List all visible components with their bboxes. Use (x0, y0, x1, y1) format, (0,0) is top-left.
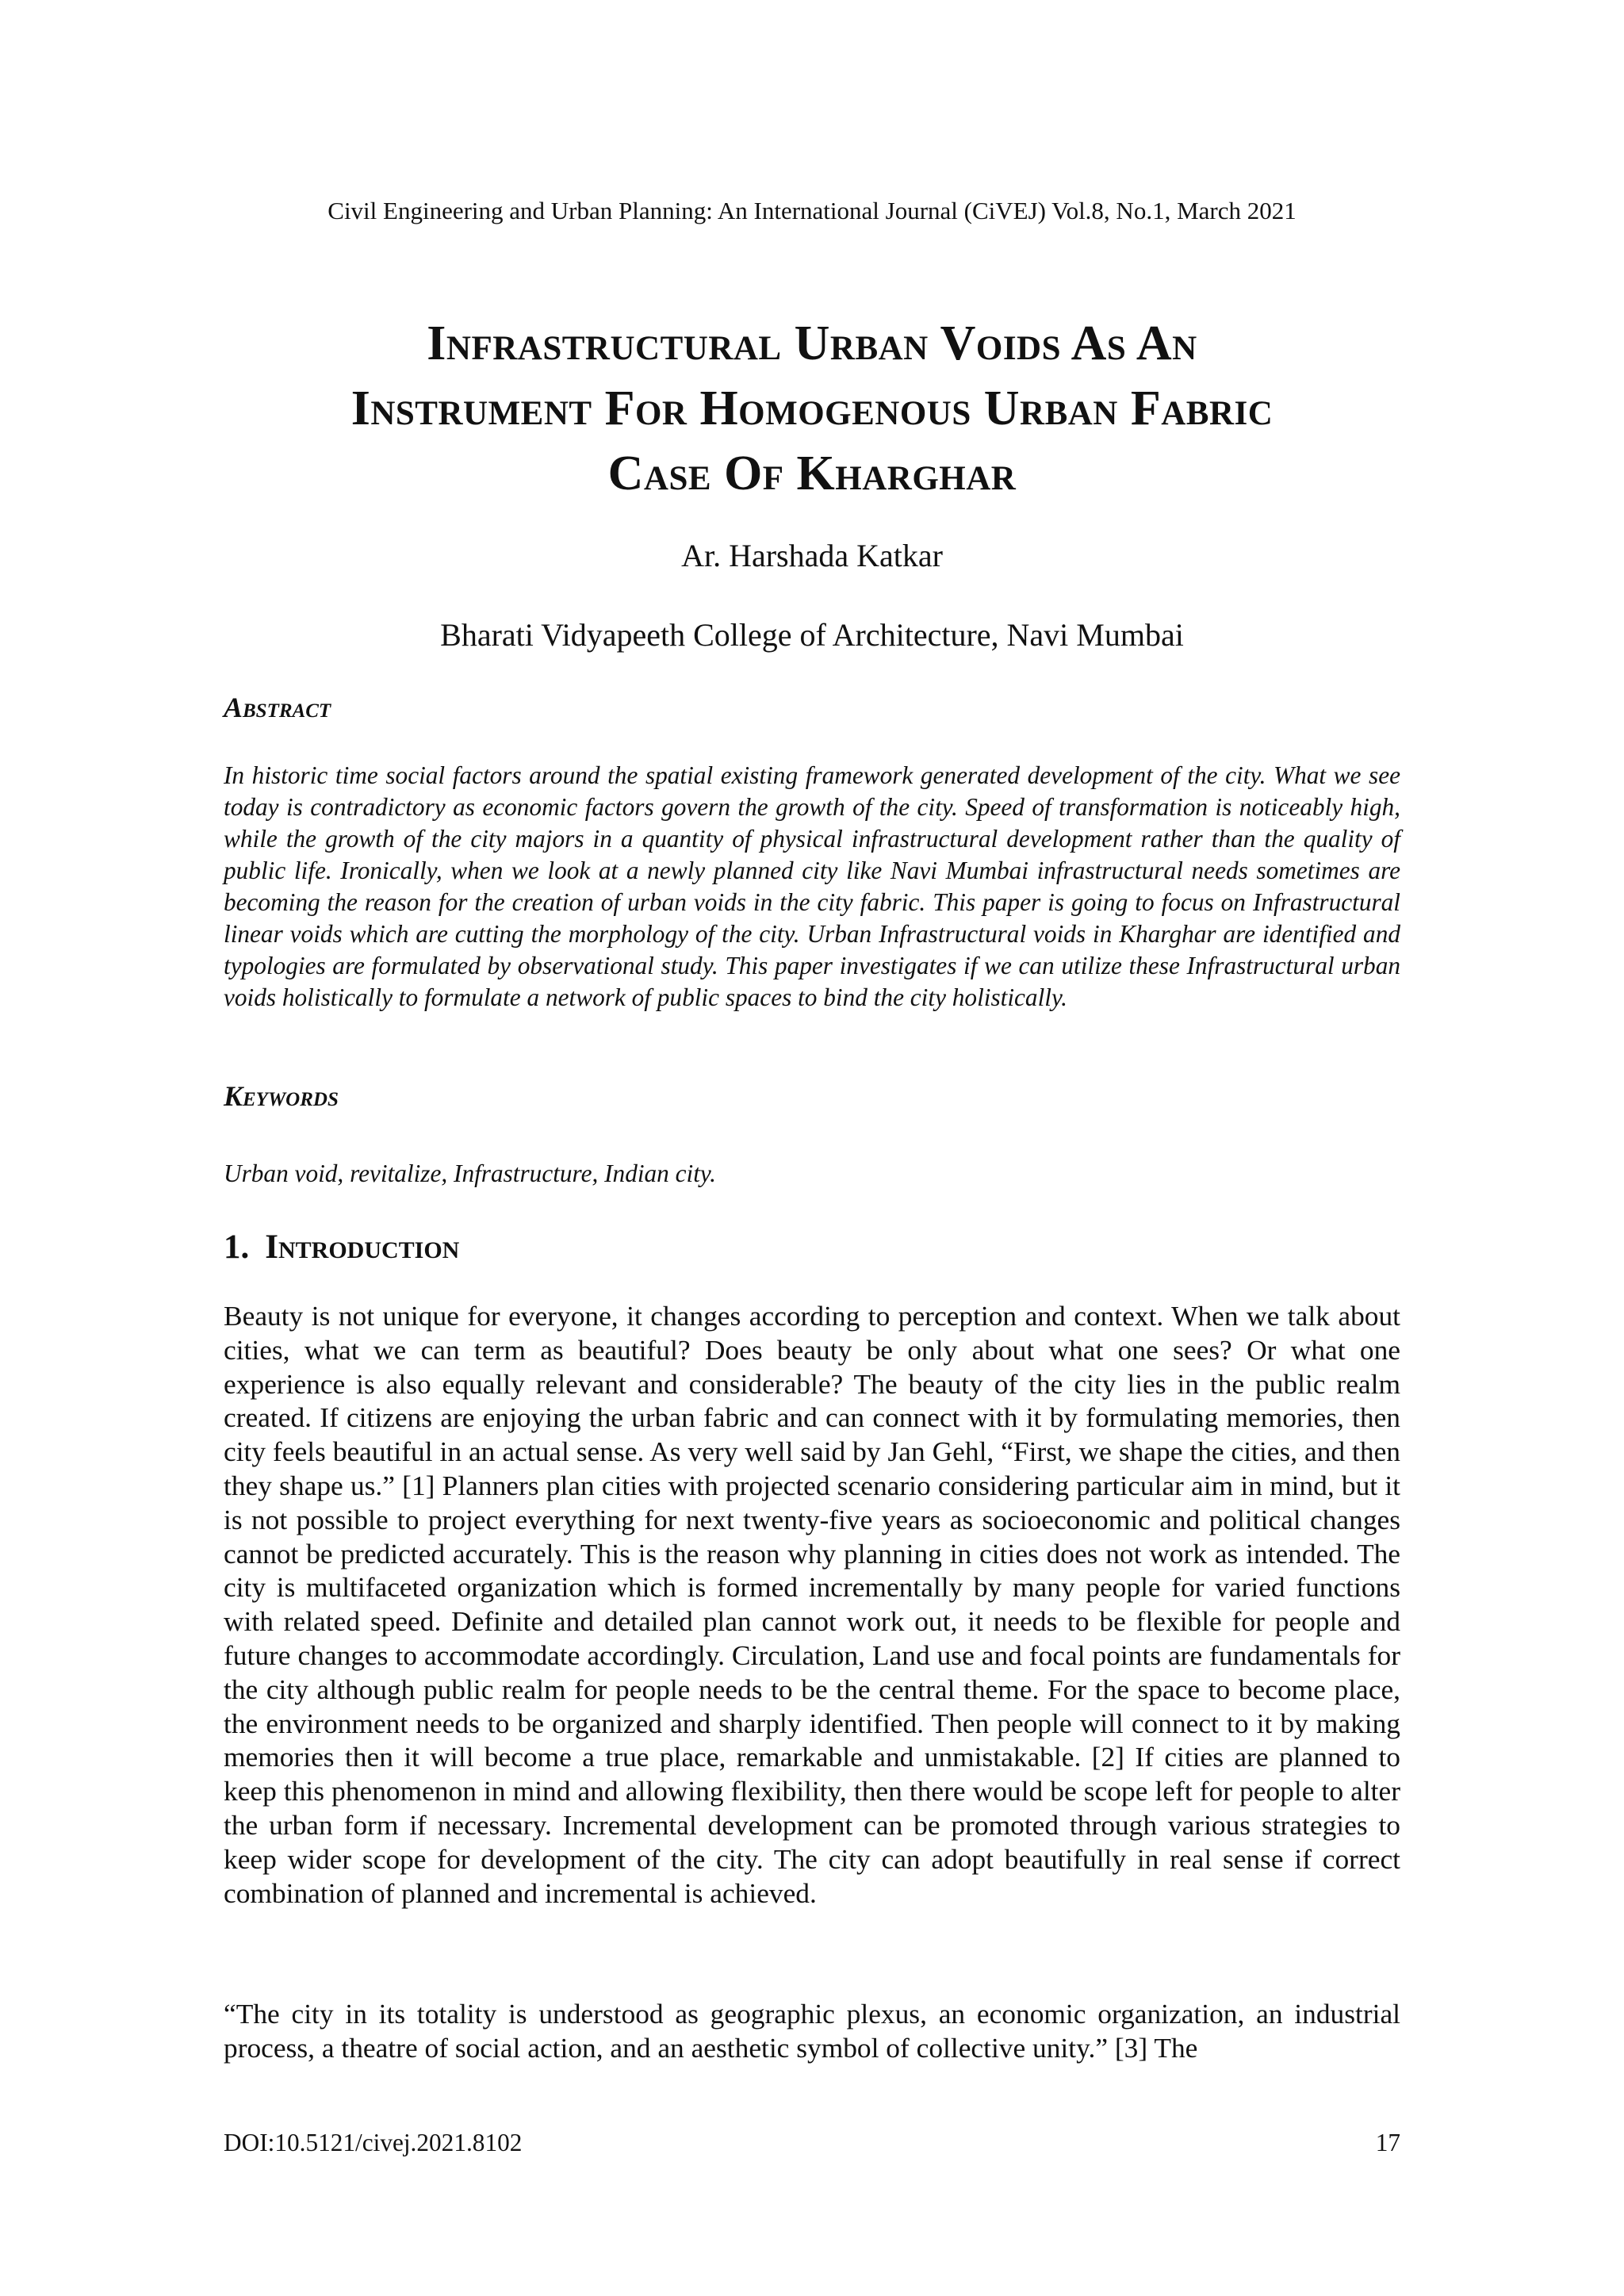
abstract-text: In historic time social factors around the spatial existing framework generated development of the city. What we see today is contradictory as economic factors govern the growth of the city. Speed of transformation is noticeably high, while the growth of the city majors in a quantity of physical infrastructural development rather than the quality of public life. Ironically, when we look at a newly planned city like Navi Mumbai infrastructural needs sometimes are becoming the reason for the creation of urban voids in the city fabric. This paper is going to focus on Infrastructural linear voids which are cutting the morphology of the city. Urban Infrastructural voids in Kharghar are identified and typologies are formulated by observational study. This paper investigates if we can utilize these Infrastructural urban voids holistically to formulate a network of public spaces to bind the city holistically. (224, 761, 1400, 1011)
paper-title (159, 311, 1465, 506)
introduction-paragraph-1: Beauty is not unique for everyone, it changes according to perception and context. When we talk about cities, what we can term as beautiful? Does beauty be only about what one sees? Or what one experience is also equally relevant and considerable? The beauty of the city lies in the public realm created. If citizens are enjoying the urban fabric and can connect with it by formulating memories, then city feels beautiful in an actual sense. As very well said by Jan Gehl, “First, we shape the cities, and then they shape us.” [1] Planners plan cities with projected scenario considering particular aim in mind, but it is not possible to project everything for next twenty-five years as socioeconomic and political changes cannot be predicted accurately. This is the reason why planning in cities does not work as intended. The city is multifaceted organization which is formed incrementally by many people for varied functions with related speed. Definite and detailed plan cannot work out, it needs to be flexible for people and future changes to accommodate accordingly. Circulation, Land use and focal points are fundamentals for the city although public realm for people needs to be the central theme. For the space to become place, the environment needs to be organized and sharply identified. Then people will connect to it by making memories then it will become a true place, remarkable and unmistakable. [2] If cities are planned to keep this phenomenon in mind and allowing flexibility, then there would be scope left for people to alter the urban form if necessary. Incremental development can be promoted through various strategies to keep wider scope for development of the city. The city can adopt beautifully in real sense if correct combination of planned and incremental is achieved. (224, 1300, 1400, 1909)
introduction-heading (224, 1226, 459, 1269)
author-affiliation: Bharati Vidyapeeth College of Architecture, Navi Mumbai (440, 617, 1184, 653)
section-number: 1. (224, 1228, 250, 1266)
page-number: 17 (1375, 2129, 1400, 2156)
keywords-text: Urban void, revitalize, Infrastructure, Indian city. (224, 1159, 716, 1187)
author-name: Ar. Harshada Katkar (681, 538, 943, 573)
title-line-2: Instrument For Homogenous Urban Fabric (350, 381, 1274, 435)
introduction-paragraph-2: “The city in its totality is understood as geographic plexus, an economic organization, an industrial process, a theatre of social action, and an aesthetic symbol of collective unity.” [3] The (224, 1998, 1400, 2064)
abstract-heading: Abstract (224, 692, 331, 723)
keywords-heading: Keywords (224, 1080, 339, 1112)
footer-doi: DOI:10.5121/civej.2021.8102 (224, 2129, 523, 2156)
title-line-1: Infrastructural Urban Voids As An (427, 316, 1197, 370)
running-head: Civil Engineering and Urban Planning: An International Journal (CiVEJ) Vol.8, No.1, March 2021 (327, 197, 1297, 224)
title-line-3: Case Of Kharghar (607, 447, 1017, 500)
section-title: Introduction (265, 1228, 460, 1266)
